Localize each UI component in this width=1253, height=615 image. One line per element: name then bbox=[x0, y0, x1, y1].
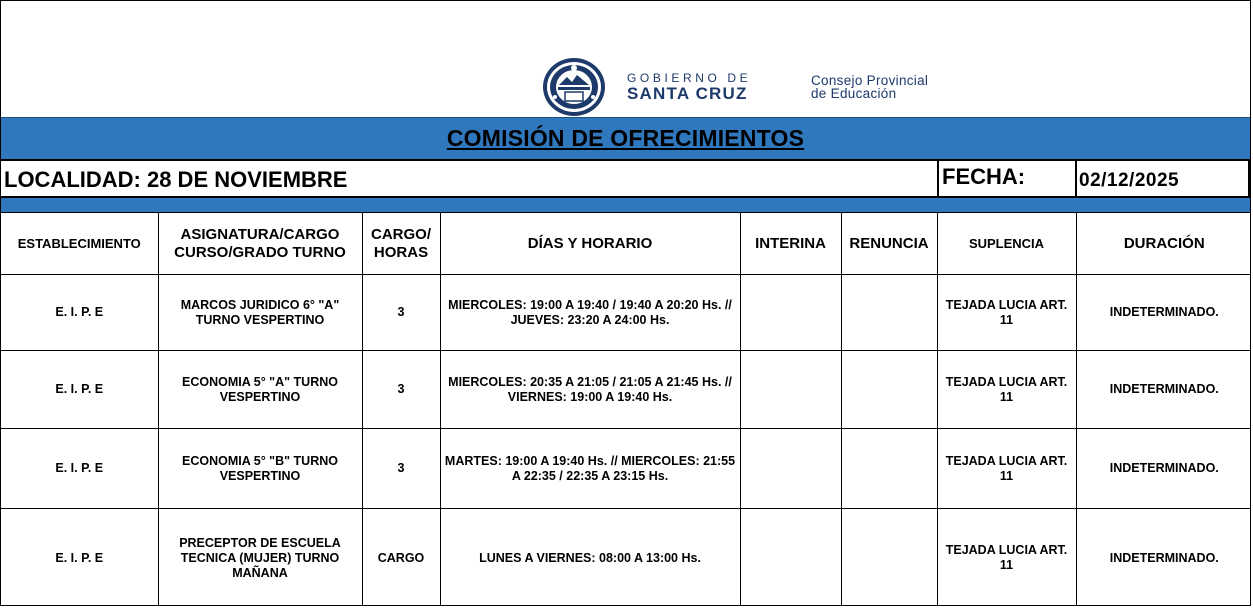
offers-table bbox=[1, 212, 1251, 606]
cell-asignatura: ECONOMIA 5° "A" TURNO VESPERTINO bbox=[158, 351, 362, 429]
cell-interina bbox=[740, 509, 841, 607]
government-wordmark bbox=[627, 71, 751, 102]
cell-establecimiento: E. I. P. E bbox=[1, 351, 158, 429]
cell-cargo: 3 bbox=[362, 275, 440, 351]
cell-interina bbox=[740, 275, 841, 351]
cell-duracion: INDETERMINADO. bbox=[1076, 275, 1251, 351]
cell-establecimiento: E. I. P. E bbox=[1, 275, 158, 351]
cell-cargo: CARGO bbox=[362, 509, 440, 607]
gov-line1: GOBIERNO DE bbox=[627, 71, 752, 85]
council-line2: de Educación bbox=[811, 86, 897, 101]
cell-establecimiento: E. I. P. E bbox=[1, 429, 158, 509]
cell-duracion: INDETERMINADO. bbox=[1076, 429, 1251, 509]
col-header-asignatura bbox=[158, 213, 362, 275]
cell-suplencia: TEJADA LUCIA ART. 11 bbox=[937, 429, 1076, 509]
cell-renuncia bbox=[841, 509, 937, 607]
cell-suplencia: TEJADA LUCIA ART. 11 bbox=[937, 351, 1076, 429]
cell-asignatura: ECONOMIA 5° "B" TURNO VESPERTINO bbox=[158, 429, 362, 509]
cell-dias: MIERCOLES: 19:00 A 19:40 / 19:40 A 20:20 Hs. // JUEVES: 23:20 A 24:00 Hs. bbox=[440, 275, 740, 351]
col-header-duracion: DURACIÓN bbox=[1076, 213, 1251, 275]
col-header-establecimiento: ESTABLECIMIENTO bbox=[1, 213, 158, 275]
fecha-label-cell bbox=[937, 159, 1077, 198]
table-row bbox=[1, 351, 1251, 429]
cell-suplencia: TEJADA LUCIA ART. 11 bbox=[937, 275, 1076, 351]
cell-cargo: 3 bbox=[362, 429, 440, 509]
col-header-interina: INTERINA bbox=[740, 213, 841, 275]
provincial-seal-icon bbox=[541, 57, 607, 117]
cell-suplencia: TEJADA LUCIA ART. 11 bbox=[937, 509, 1076, 607]
gov-line2: SANTA CRUZ bbox=[627, 84, 748, 103]
council-wordmark bbox=[811, 74, 928, 100]
fecha-label: FECHA: bbox=[942, 164, 1026, 189]
col-header-suplencia: SUPLENCIA bbox=[937, 213, 1076, 275]
cell-cargo: 3 bbox=[362, 351, 440, 429]
localidad-label: LOCALIDAD: 28 DE NOVIEMBRE bbox=[4, 167, 348, 192]
table-row bbox=[1, 509, 1251, 607]
table-row bbox=[1, 429, 1251, 509]
separator-strip bbox=[1, 198, 1250, 212]
cell-dias: MARTES: 19:00 A 19:40 Hs. // MIERCOLES: 21:55 A 22:35 / 22:35 A 23:15 Hs. bbox=[440, 429, 740, 509]
table-header-row bbox=[1, 213, 1251, 275]
cell-dias: MIERCOLES: 20:35 A 21:05 / 21:05 A 21:45 Hs. // VIERNES: 19:00 A 19:40 Hs. bbox=[440, 351, 740, 429]
cell-duracion: INDETERMINADO. bbox=[1076, 509, 1251, 607]
col-header-asignatura-line1: ASIGNATURA/CARGO bbox=[180, 225, 340, 243]
col-header-cargo-line2: HORAS bbox=[373, 243, 429, 261]
fecha-value: 02/12/2025 bbox=[1079, 170, 1180, 191]
row-border bbox=[1248, 159, 1250, 198]
cell-establecimiento: E. I. P. E bbox=[1, 509, 158, 607]
cell-interina bbox=[740, 429, 841, 509]
cell-asignatura: PRECEPTOR DE ESCUELA TECNICA (MUJER) TURNO MAÑANA bbox=[158, 509, 362, 607]
col-header-cargo-line1: CARGO/ bbox=[371, 225, 431, 243]
cell-asignatura: MARCOS JURIDICO 6° "A" TURNO VESPERTINO bbox=[158, 275, 362, 351]
cell-renuncia bbox=[841, 429, 937, 509]
council-line1: Consejo Provincial bbox=[811, 73, 929, 88]
logo-header bbox=[1, 1, 1250, 117]
table-row bbox=[1, 275, 1251, 351]
cell-duracion: INDETERMINADO. bbox=[1076, 351, 1251, 429]
col-header-renuncia: RENUNCIA bbox=[841, 213, 937, 275]
col-header-dias: DÍAS Y HORARIO bbox=[440, 213, 740, 275]
cell-renuncia bbox=[841, 351, 937, 429]
col-header-cargo bbox=[362, 213, 440, 275]
localidad-row bbox=[1, 159, 1250, 198]
cell-interina bbox=[740, 351, 841, 429]
col-header-asignatura-line2: CURSO/GRADO TURNO bbox=[174, 243, 346, 261]
cell-dias: LUNES A VIERNES: 08:00 A 13:00 Hs. bbox=[440, 509, 740, 607]
page-title: COMISIÓN DE OFRECIMIENTOS bbox=[446, 125, 805, 151]
title-band bbox=[1, 117, 1250, 159]
cell-renuncia bbox=[841, 275, 937, 351]
